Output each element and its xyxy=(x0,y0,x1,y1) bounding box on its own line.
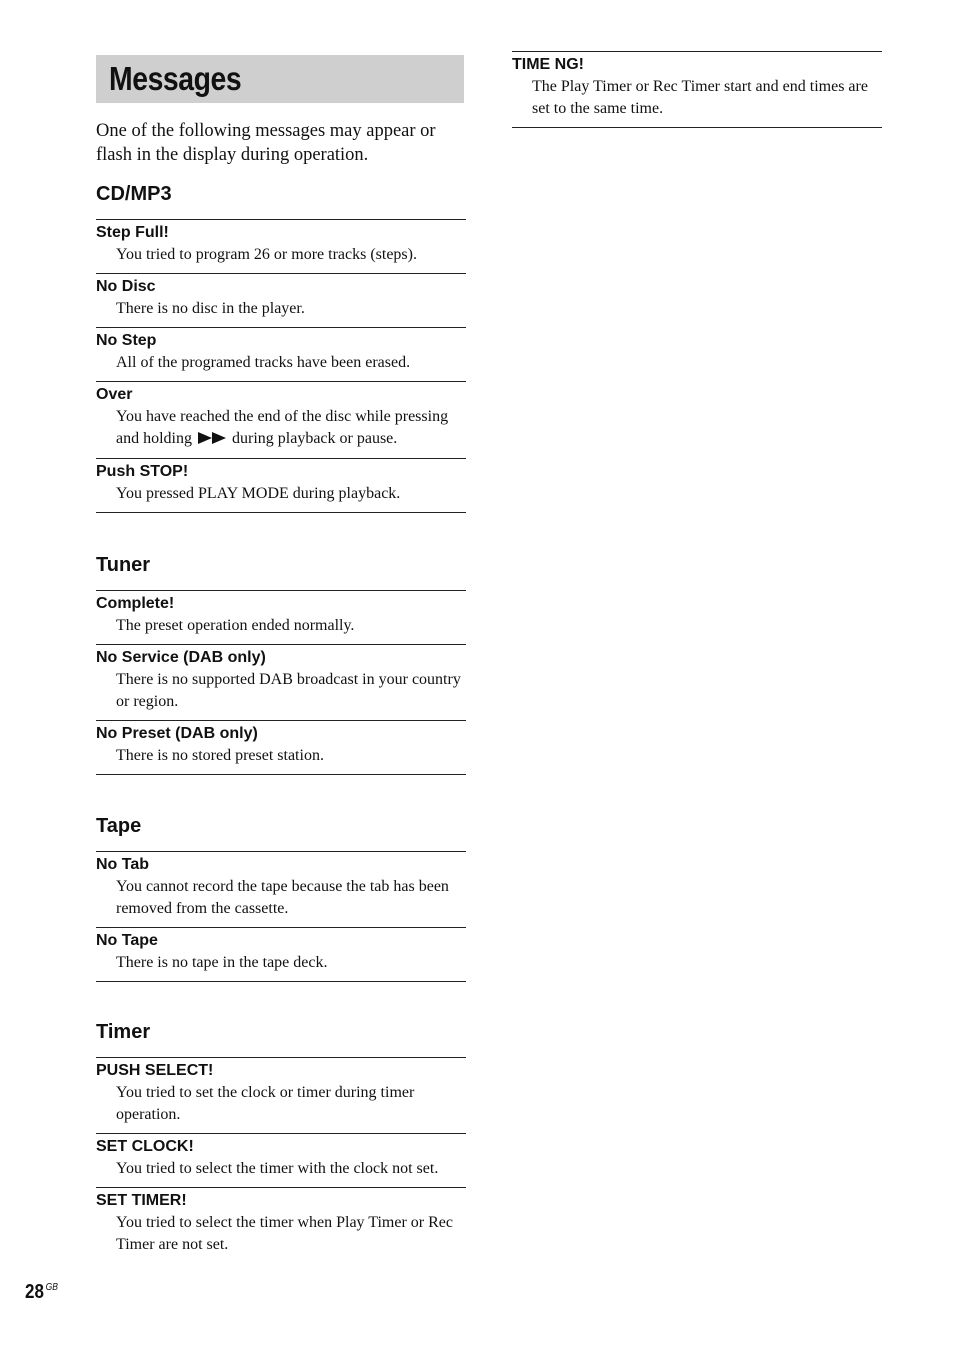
message-item xyxy=(96,721,466,775)
message-item xyxy=(96,459,466,513)
message-desc xyxy=(96,406,466,451)
message-title: SET TIMER! xyxy=(96,1192,187,1209)
message-item xyxy=(512,52,882,128)
message-item xyxy=(96,645,466,721)
page-number xyxy=(25,1281,58,1304)
section-title: Tuner xyxy=(96,554,151,576)
message-item xyxy=(96,1058,466,1134)
message-item xyxy=(96,220,466,274)
message-title: PUSH SELECT! xyxy=(96,1062,214,1079)
message-desc: All of the programed tracks have been erased. xyxy=(116,354,411,371)
page-number-value: 28 xyxy=(25,1281,44,1303)
page-title: Messages xyxy=(109,60,242,97)
message-list xyxy=(512,51,882,128)
page-title-box xyxy=(96,55,464,103)
message-title: No Tab xyxy=(96,856,150,873)
message-title: No Preset (DAB only) xyxy=(96,725,258,742)
message-item xyxy=(96,928,466,982)
section-title: Timer xyxy=(96,1021,151,1043)
section-tuner xyxy=(96,552,466,775)
message-list xyxy=(96,219,466,513)
page-number-suffix: GB xyxy=(45,1282,58,1293)
message-item xyxy=(96,1188,466,1263)
message-title: No Step xyxy=(96,332,157,349)
section-title: CD/MP3 xyxy=(96,183,172,205)
message-list xyxy=(96,1057,466,1263)
message-desc-after: during playback or pause. xyxy=(232,430,398,447)
message-item xyxy=(96,328,466,382)
message-item xyxy=(96,382,466,459)
message-desc: You tried to set the clock or timer during timer operation. xyxy=(116,1084,415,1123)
message-title: Complete! xyxy=(96,595,175,612)
message-title: Step Full! xyxy=(96,224,169,241)
right-column xyxy=(512,51,882,128)
message-list xyxy=(96,851,466,982)
message-title: No Disc xyxy=(96,278,156,295)
message-desc: There is no disc in the player. xyxy=(116,300,305,317)
message-title: TIME NG! xyxy=(512,56,584,73)
message-desc: You cannot record the tape because the tab has been removed from the cassette. xyxy=(116,878,449,917)
message-title: No Service (DAB only) xyxy=(96,649,266,666)
section-title: Tape xyxy=(96,815,142,837)
message-desc: The Play Timer or Rec Timer start and end times are set to the same time. xyxy=(532,78,868,117)
message-title: No Tape xyxy=(96,932,158,949)
message-desc: You tried to select the timer with the clock not set. xyxy=(116,1160,439,1177)
message-title: Over xyxy=(96,386,133,403)
message-desc: There is no supported DAB broadcast in your country or region. xyxy=(116,671,461,710)
message-desc: There is no tape in the tape deck. xyxy=(116,954,328,971)
message-desc: There is no stored preset station. xyxy=(116,747,324,764)
message-list xyxy=(96,590,466,775)
message-item xyxy=(96,852,466,928)
message-item xyxy=(96,1134,466,1188)
message-item xyxy=(96,274,466,328)
message-desc: The preset operation ended normally. xyxy=(116,617,355,634)
message-desc: You tried to select the timer when Play Timer or Rec Timer are not set. xyxy=(116,1214,453,1253)
message-desc: You pressed PLAY MODE during playback. xyxy=(116,485,401,502)
message-title: SET CLOCK! xyxy=(96,1138,194,1155)
fast-forward-icon xyxy=(198,429,226,451)
message-desc: You tried to program 26 or more tracks (steps). xyxy=(116,246,417,263)
intro-text: One of the following messages may appear or flash in the display during operation. xyxy=(96,121,436,165)
message-item xyxy=(96,591,466,645)
message-title: Push STOP! xyxy=(96,463,189,480)
section-cd-mp3 xyxy=(96,181,466,513)
message-desc-before: You have reached the end of the disc while pressing and holding xyxy=(116,408,449,447)
section-timer xyxy=(96,1019,466,1263)
section-tape xyxy=(96,813,466,982)
